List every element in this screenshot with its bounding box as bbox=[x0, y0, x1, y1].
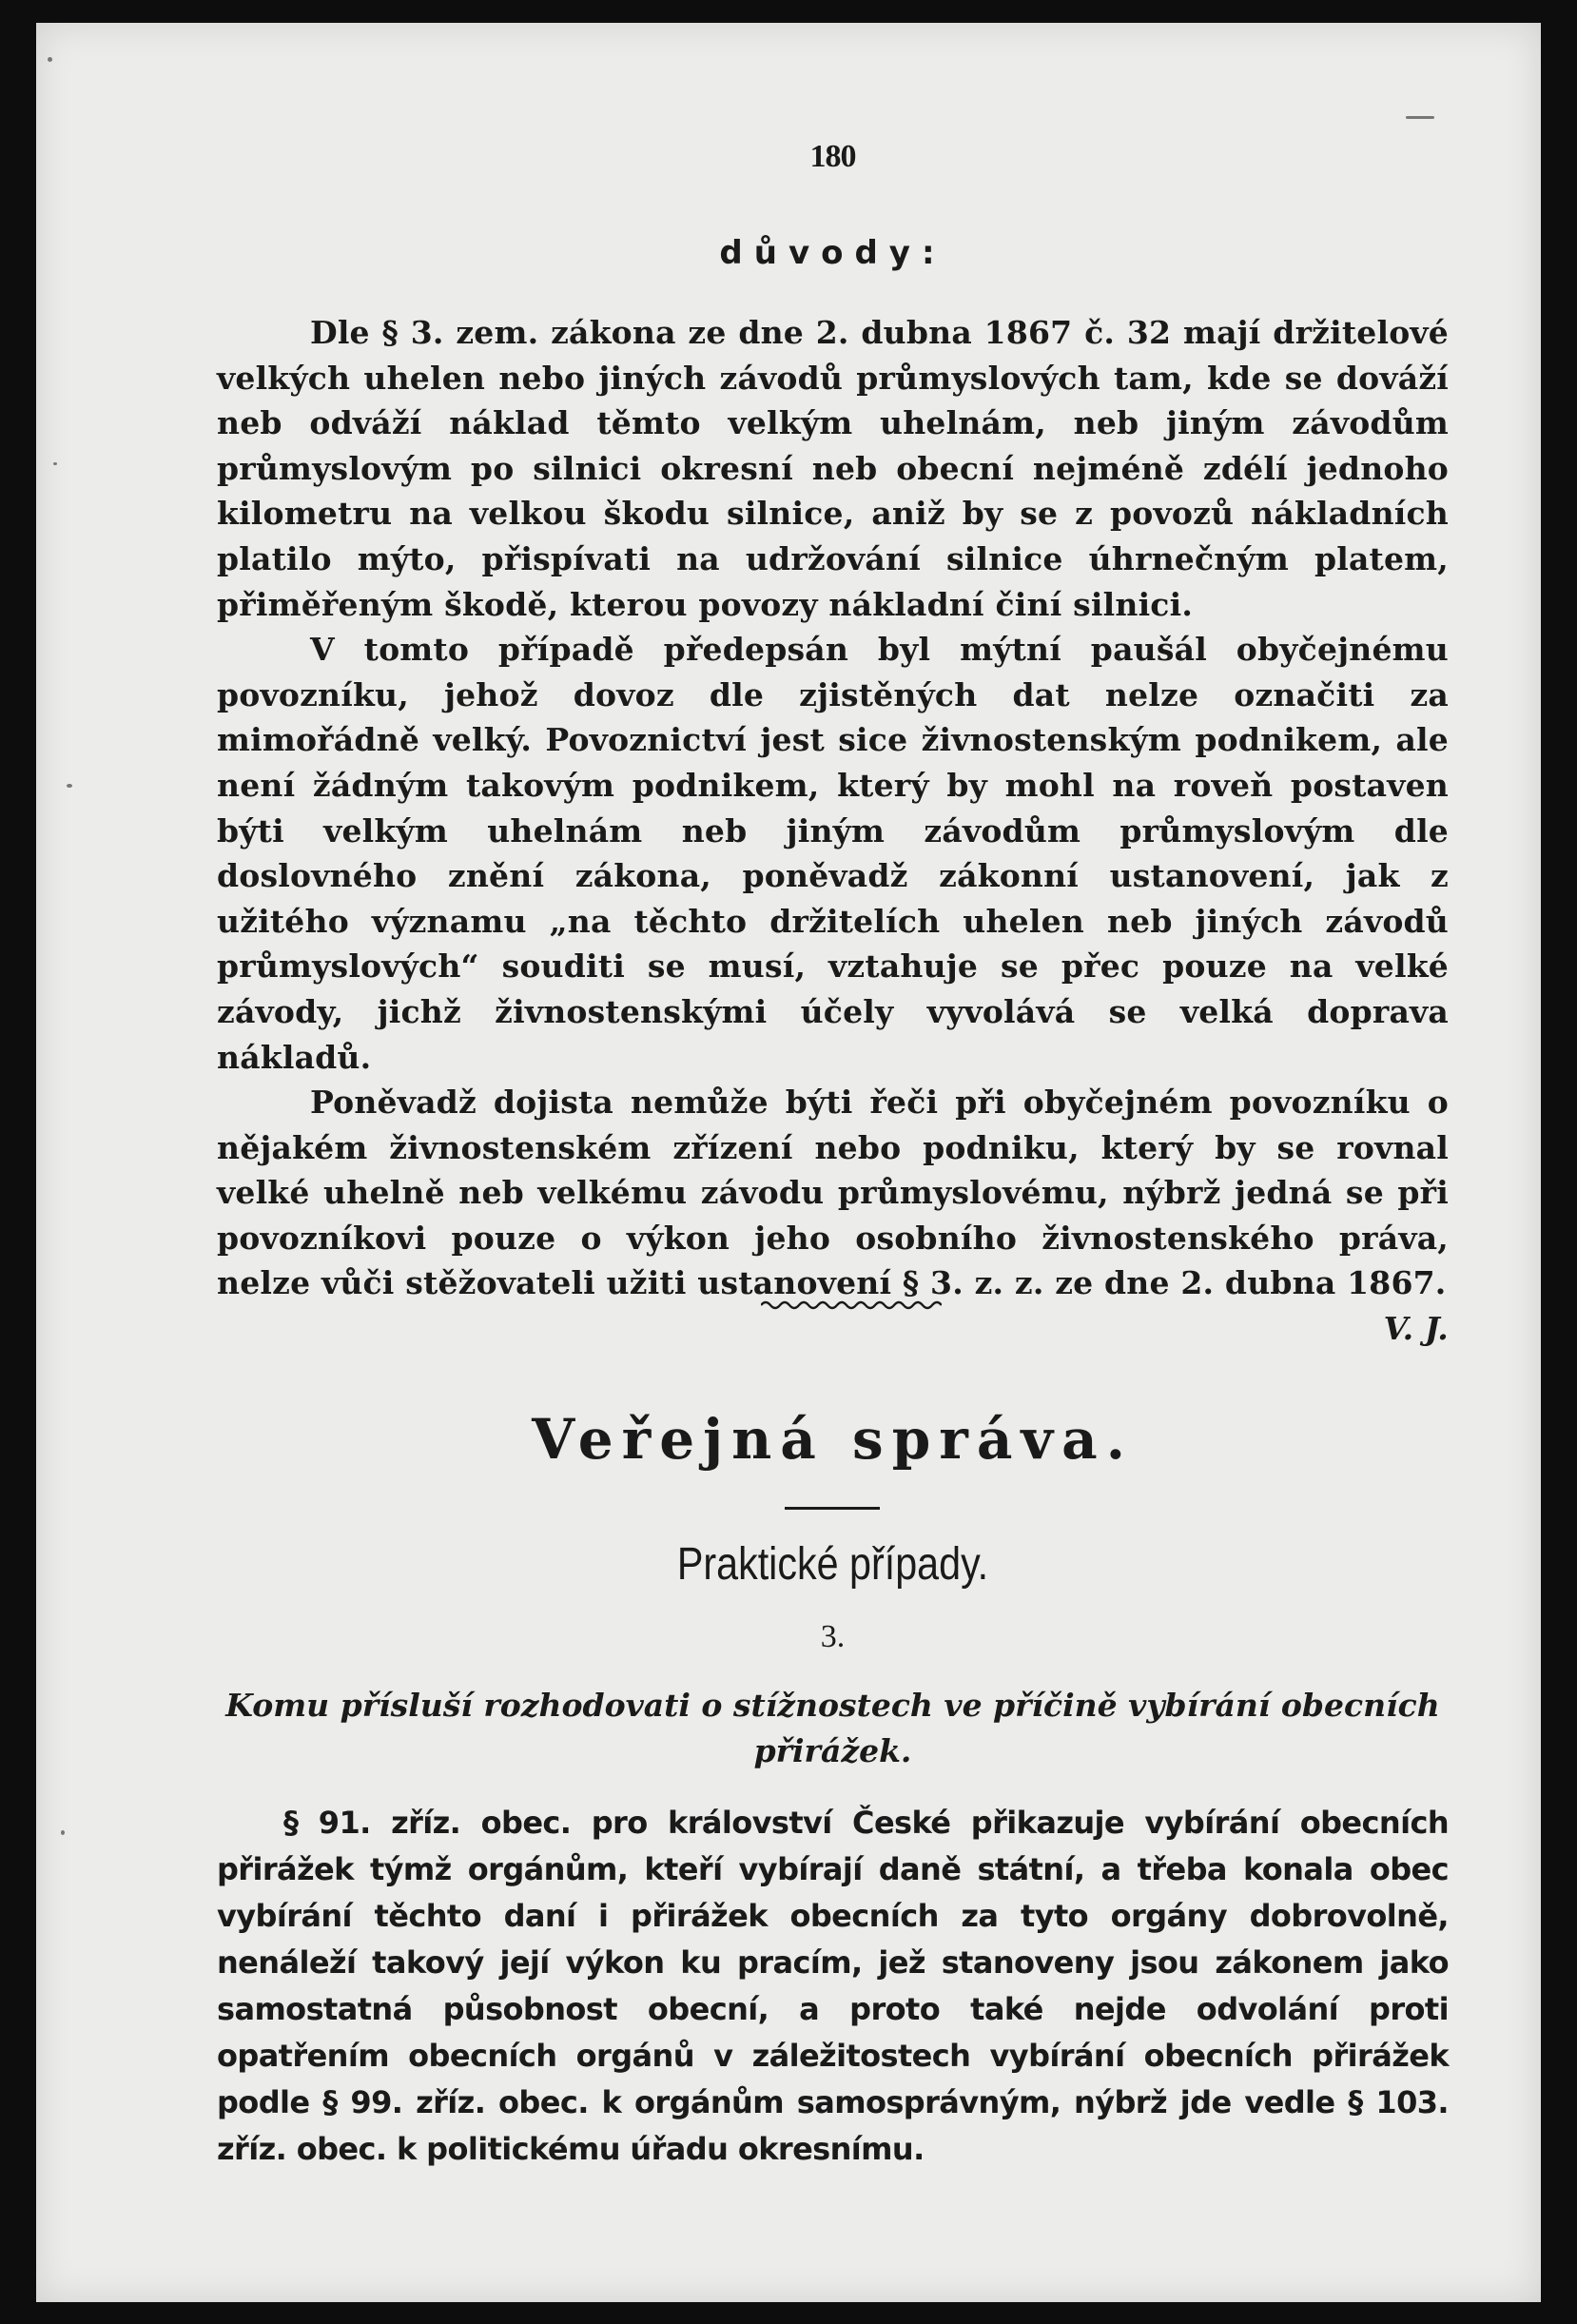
author-initials: V. J. bbox=[1383, 1310, 1449, 1348]
reasons-heading: důvody: bbox=[719, 234, 946, 272]
scanned-page bbox=[36, 23, 1541, 2302]
title-divider bbox=[785, 1507, 880, 1510]
case-number: 3. bbox=[820, 1619, 846, 1654]
case-paragraph: § 91. zříz. obec. pro království České přikazuje vybírání obecních přirážek týmž orgánům, kteří vybírají daně státní, a třeba konala obec vybírání těchto daní i přirážek obecních za tyto orgány dobrovolně, nenáleží takový její výkon ku pracím, jež stanoveny jsou zákonem jako samostatná působnost obecní, a proto také nejde odvolání proti opatřením obecních orgánů v záležitostech vybírání obecních přirážek podle § 99. zříz. obec. k orgánům samosprávným, nýbrž jde vedle § 103. zříz. obec. k politickému úřadu okresnímu. bbox=[217, 1805, 1449, 2167]
section-title: Veřejná správa. bbox=[532, 1407, 1134, 1472]
reasons-paragraph-text: Poněvadž dojista nemůže býti řeči při obyčejném povozníku o nějakém živnostenském zřízení nebo podniku, který by se rovnal velké uhelně neb velkému závodu průmyslovému, nýbrž jedná se při povozníkovi pouze o výkon jeho osobního živnostenského práva, nelze vůči stěžovateli užiti ustanovení § 3. z. z. ze dne 2. dubna 1867. bbox=[217, 1084, 1449, 1302]
text-column bbox=[217, 23, 1449, 2302]
case-body bbox=[217, 1800, 1449, 2173]
reasons-body bbox=[217, 310, 1449, 1352]
scan-speck bbox=[48, 57, 52, 62]
scan-speck bbox=[67, 784, 72, 788]
case-title: Komu přísluší rozhodovati o stížnostech ve příčině vybírání obecních přirážek. bbox=[225, 1687, 1440, 1769]
page-number: 180 bbox=[809, 139, 856, 174]
reasons-paragraph: V tomto případě předepsán byl mýtní paušál obyčejnému povozníku, jehož dovoz dle zjistěných dat nelze označiti za mimořádně velký. Povoznictví jest sice živnostenským podnikem, ale není žádným takovým podnikem, který by mohl na roveň postaven býti velkým uhelnám neb jiným závodům průmyslovým dle doslovného znění zákona, poněvadž zákonní ustanovení, jak z užitého významu „na těchto držitelích uhelen neb jiných závodů průmyslových“ souditi se musí, vztahuje se přec pouze na velké závody, jichž živnostenskými účely vyvolává se velká doprava nákladů. bbox=[217, 631, 1449, 1076]
reasons-paragraph bbox=[217, 1080, 1449, 1348]
scan-speck bbox=[53, 462, 57, 465]
reasons-paragraph: Dle § 3. zem. zákona ze dne 2. dubna 1867 č. 32 mají držitelové velkých uhelen nebo jiných závodů průmyslových tam, kde se dováží neb odváží náklad těmto velkým uhelnám, neb jiným závodům průmyslovým po silnici okresní neb obecní nejméně zdélí jednoho kilometru na velkou škodu silnice, aniž by se z povozů nákladních platilo mýto, přispívati na udržování silnice úhrnečným platem, přiměřeným škodě, kterou povozy nákladní činí silnici. bbox=[217, 314, 1449, 623]
subsection-title: Praktické případy. bbox=[676, 1539, 989, 1590]
scan-speck bbox=[61, 1830, 65, 1835]
wavy-ornament bbox=[761, 1298, 942, 1313]
